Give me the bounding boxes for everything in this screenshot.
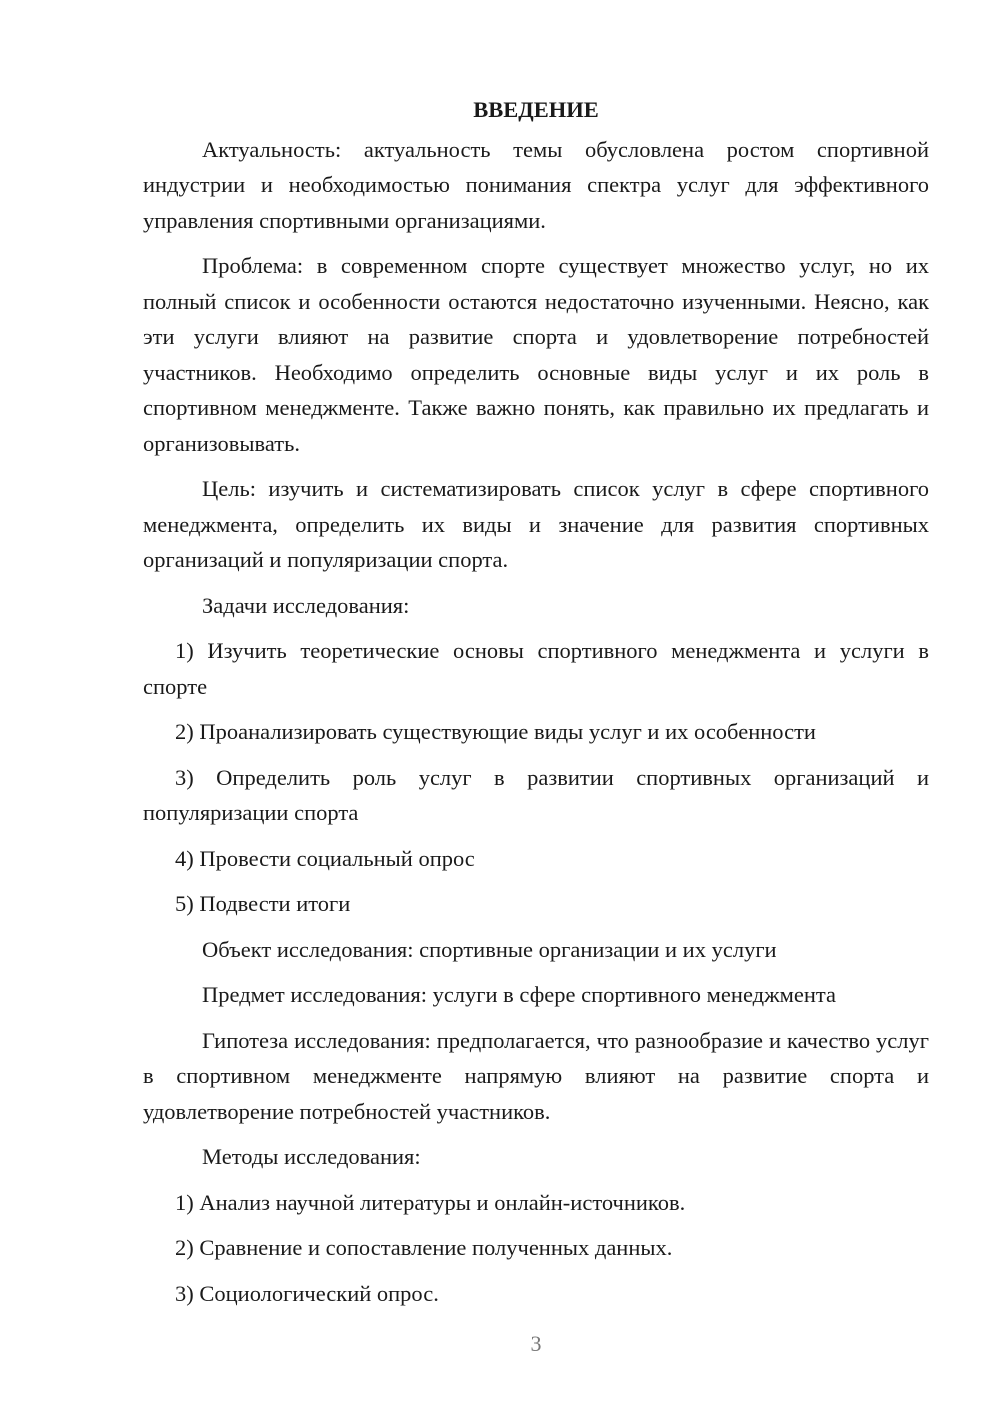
method-item: 1) Анализ научной литературы и онлайн-источников. bbox=[175, 1189, 686, 1215]
page-number: 3 bbox=[530, 1331, 542, 1356]
task-item: 5) Подвести итоги bbox=[175, 891, 351, 916]
method-item: 2) Сравнение и сопоставление полученных данных. bbox=[175, 1235, 673, 1260]
page-content bbox=[143, 92, 929, 1321]
method-item: 3) Социологический опрос. bbox=[175, 1280, 439, 1306]
problem-paragraph: Проблема: в современном спорте существует множество услуг, но их полный список и особенности остаются недостаточно изученными. Неясно, как эти услуги влияют на развитие спорта и удовлетворение потребностей участников. Необходимо определить основные виды услуг и их роль в спортивном менеджменте. Также важно понять, как правильно их предлагать и организовывать. bbox=[143, 253, 929, 456]
goal-paragraph: Цель: изучить и систематизировать список услуг в сфере спортивного менеджмента, определить их виды и значение для развития спортивных организаций и популяризации спорта. bbox=[143, 476, 929, 572]
task-item: 2) Проанализировать существующие виды услуг и их особенности bbox=[175, 719, 816, 744]
task-item: 4) Провести социальный опрос bbox=[175, 845, 475, 871]
object-paragraph: Объект исследования: спортивные организации и их услуги bbox=[202, 936, 777, 962]
section-title: ВВЕДЕНИЕ bbox=[473, 97, 599, 122]
subject-paragraph: Предмет исследования: услуги в сфере спортивного менеджмента bbox=[202, 982, 836, 1007]
tasks-heading: Задачи исследования: bbox=[202, 592, 410, 618]
methods-heading: Методы исследования: bbox=[202, 1144, 421, 1169]
hypothesis-paragraph: Гипотеза исследования: предполагается, что разнообразие и качество услуг в спортивном менеджменте напрямую влияют на развитие спорта и удовлетворение потребностей участников. bbox=[143, 1027, 929, 1124]
relevance-paragraph: Актуальность: актуальность темы обусловлена ростом спортивной индустрии и необходимостью понимания спектра услуг для эффективного управления спортивными организациями. bbox=[143, 136, 929, 233]
task-item: 1) Изучить теоретические основы спортивного менеджмента и услуги в спорте bbox=[143, 638, 929, 699]
task-item: 3) Определить роль услуг в развитии спортивных организаций и популяризации спорта bbox=[143, 764, 929, 825]
